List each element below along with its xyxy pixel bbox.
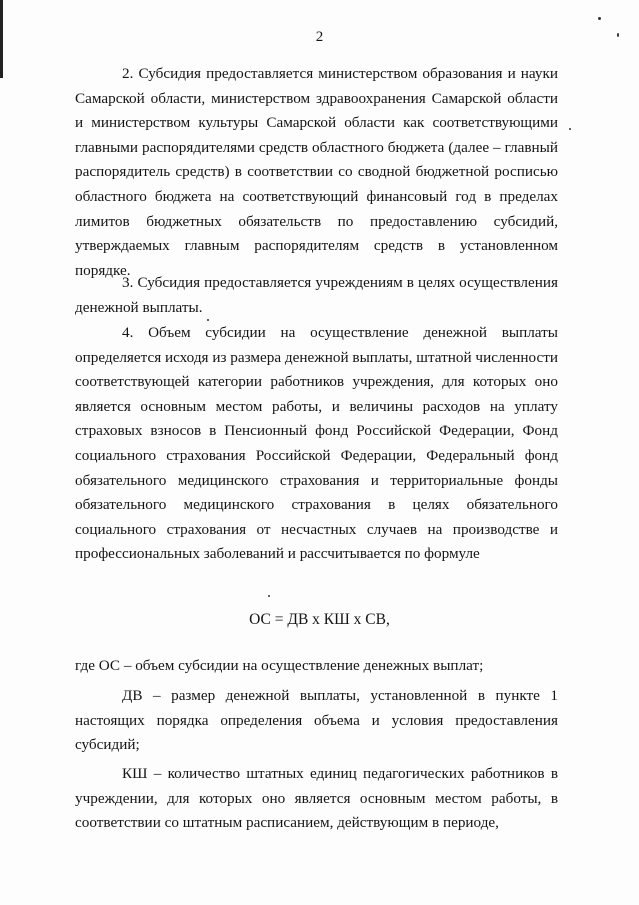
scan-speck bbox=[268, 595, 270, 597]
formula: ОС = ДВ х КШ х СВ, bbox=[249, 611, 390, 628]
definition-os bbox=[75, 654, 558, 679]
scan-speck bbox=[598, 17, 601, 20]
definition-ksh bbox=[75, 762, 558, 836]
paragraph: 2. Субсидия предоставляется министерством образования и науки Самарской области, министерством здравоохранения Самарской области и министерством культуры Самарской области как соответствующими главными распорядителями средств областного бюджета (далее – главный распорядитель средств) в соответствии со сводной бюджетной росписью областного бюджета на соответствующий финансовый год в пределах лимитов бюджетных обязательств по предоставлению субсидий, утверждаемых главным распорядителям средств в установленном порядке. bbox=[75, 65, 558, 279]
definition-line: КШ – количество штатных единиц педагогических работников в учреждении, для которых оно является основным местом работы, в соответствии со штатным расписанием, действующим в периоде, bbox=[75, 765, 558, 832]
paragraph: 3. Субсидия предоставляется учреждениям в целях осуществления денежной выплаты. bbox=[75, 274, 558, 316]
paragraph-subsidy-purpose bbox=[75, 271, 558, 320]
paragraph-subsidy-providers bbox=[75, 62, 558, 283]
paragraph: 4. Объем субсидии на осуществление денежной выплаты определяется исходя из размера денежной выплаты, штатной численности соответствующей категории работников учреждения, для которых оно является основным местом работы, и величины расходов на уплату страховых взносов в Пенсионный фонд Российской Федерации, Фонд социального страхования Российской Федерации, Федеральный фонд обязательного медицинского страхования и территориальные фонды обязательного медицинского страхования в целях обязательного социального страхования от несчастных случаев на производстве и профессиональных заболеваний и рассчитывается по формуле bbox=[75, 324, 558, 563]
scan-speck bbox=[569, 128, 571, 130]
definition-dv bbox=[75, 684, 558, 758]
paragraph-subsidy-volume bbox=[75, 321, 558, 567]
page-number: 2 bbox=[315, 29, 324, 45]
definition-line: где ОС – объем субсидии на осуществление денежных выплат; bbox=[75, 657, 484, 674]
definition-line: ДВ – размер денежной выплаты, установленной в пункте 1 настоящих порядка определения объема и условия предоставления субсидий; bbox=[75, 687, 558, 754]
